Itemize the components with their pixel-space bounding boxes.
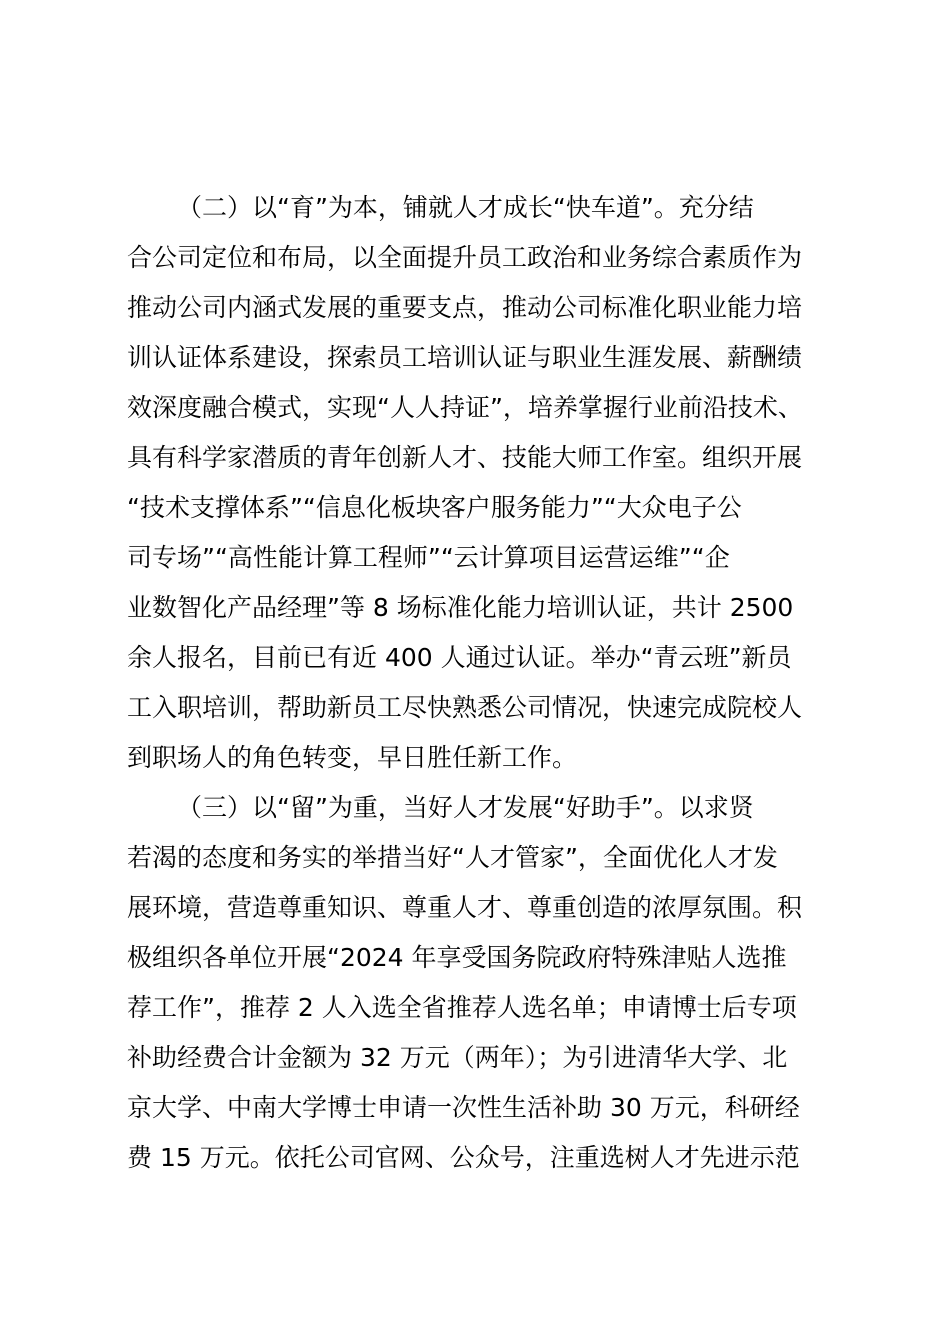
paragraph-2-line-1: （三）以“留”为重，当好人才发展“好助手”。以求贤 [177, 793, 754, 822]
paragraph-1-line-9: 业数智化产品经理”等 8 场标准化能力培训认证，共计 2500 [127, 593, 794, 622]
paragraph-2-line-8: 费 15 万元。依托公司官网、公众号，注重选树人才先进示范 [127, 1143, 800, 1172]
paragraph-2-line-3: 展环境，营造尊重知识、尊重人才、尊重创造的浓厚氛围。积 [127, 893, 803, 922]
paragraph-1-line-5: 效深度融合模式，实现“人人持证”，培养掌握行业前沿技术、 [127, 393, 803, 422]
paragraph-1-line-8: 司专场”“高性能计算工程师”“云计算项目运营运维”“企 [127, 543, 730, 572]
paragraph-1-line-3: 推动公司内涵式发展的重要支点，推动公司标准化职业能力培 [127, 293, 803, 322]
paragraph-1-line-12: 到职场人的角色转变，早日胜任新工作。 [127, 743, 578, 772]
paragraph-1-line-7: “技术支撑体系”“信息化板块客户服务能力”“大众电子公 [127, 493, 742, 522]
paragraph-1-line-10: 余人报名，目前已有近 400 人通过认证。举办“青云班”新员 [127, 643, 792, 672]
paragraph-1-line-11: 工入职培训，帮助新员工尽快熟悉公司情况，快速完成院校人 [127, 693, 803, 722]
paragraph-1-line-1: （二）以“育”为本，铺就人才成长“快车道”。充分结 [177, 193, 754, 222]
paragraph-2-line-2: 若渴的态度和务实的举措当好“人才管家”，全面优化人才发 [127, 843, 778, 872]
paragraph-1-line-2: 合公司定位和布局，以全面提升员工政治和业务综合素质作为 [127, 243, 803, 272]
paragraph-2-line-7: 京大学、中南大学博士申请一次性生活补助 30 万元，科研经 [127, 1093, 800, 1122]
paragraph-2-line-5: 荐工作”，推荐 2 人入选全省推荐人选名单；申请博士后专项 [127, 993, 797, 1022]
paragraph-1-line-6: 具有科学家潜质的青年创新人才、技能大师工作室。组织开展 [127, 443, 803, 472]
paragraph-1-line-4: 训认证体系建设，探索员工培训认证与职业生涯发展、薪酬绩 [127, 343, 803, 372]
paragraph-2-line-4: 极组织各单位开展“2024 年享受国务院政府特殊津贴人选推 [127, 943, 787, 972]
body-text [127, 183, 847, 1183]
paragraph-2-line-6: 补助经费合计金额为 32 万元（两年）；为引进清华大学、北 [127, 1043, 788, 1072]
